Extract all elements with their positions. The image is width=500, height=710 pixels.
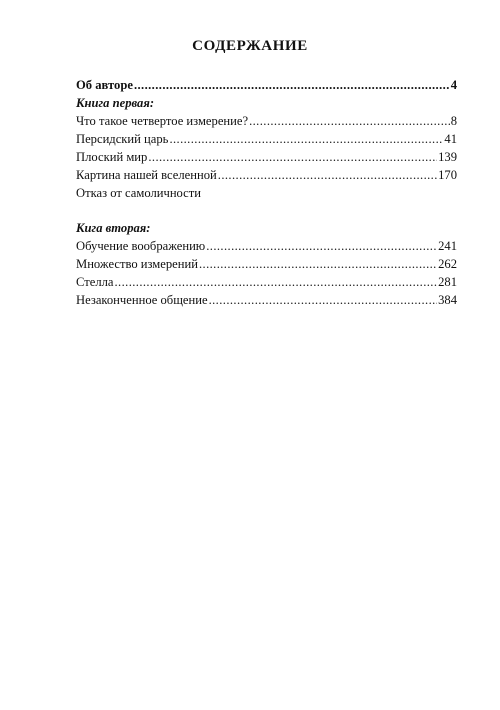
dot-leader [249, 112, 450, 130]
dot-leader [218, 166, 437, 184]
toc-entry-label: Множество измерений [76, 257, 198, 271]
toc-entry-page: 262 [438, 257, 457, 271]
dot-leader [115, 273, 438, 291]
toc-entry-label: Стелла [76, 275, 114, 289]
toc-entry [76, 112, 457, 130]
dot-leader [199, 255, 437, 273]
table-of-contents [76, 76, 457, 309]
toc-entry [76, 237, 457, 255]
toc-entry-label: Картина нашей вселенной [76, 168, 217, 182]
toc-entry-no-page [76, 184, 457, 202]
toc-entry [76, 291, 457, 309]
toc-entry-label: Об авторе [76, 78, 133, 92]
toc-entry-page: 170 [438, 168, 457, 182]
toc-entry-label: Плоский мир [76, 150, 148, 164]
toc-entry [76, 273, 457, 291]
toc-entry-label: Отказ от самоличности [76, 186, 201, 200]
book2-heading: Кига вторая: [76, 221, 151, 235]
toc-entry-page: 241 [438, 239, 457, 253]
dot-leader [134, 76, 450, 94]
dot-leader [206, 237, 437, 255]
toc-entry-page: 139 [438, 150, 457, 164]
toc-entry-label: Обучение воображению [76, 239, 206, 253]
toc-entry-page: 281 [438, 275, 457, 289]
toc-entry-about [76, 76, 457, 94]
toc-entry-page: 8 [450, 114, 457, 128]
toc-entry [76, 148, 457, 166]
dot-leader [209, 291, 438, 309]
toc-entry [76, 130, 457, 148]
book1-heading: Книга первая: [76, 96, 155, 110]
toc-entry [76, 255, 457, 273]
toc-entry [76, 166, 457, 184]
toc-entry-label: Незаконченное общение [76, 293, 208, 307]
page-title: СОДЕРЖАНИЕ [192, 38, 308, 54]
toc-entry-page: 384 [438, 293, 457, 307]
dot-leader [169, 130, 443, 148]
toc-entry-page: 41 [444, 132, 457, 146]
section-gap [76, 202, 457, 219]
dot-leader [148, 148, 437, 166]
toc-entry-label: Что такое четвертое измерение? [76, 114, 249, 128]
toc-entry-label: Персидский царь [76, 132, 169, 146]
toc-entry-page: 4 [450, 78, 457, 92]
